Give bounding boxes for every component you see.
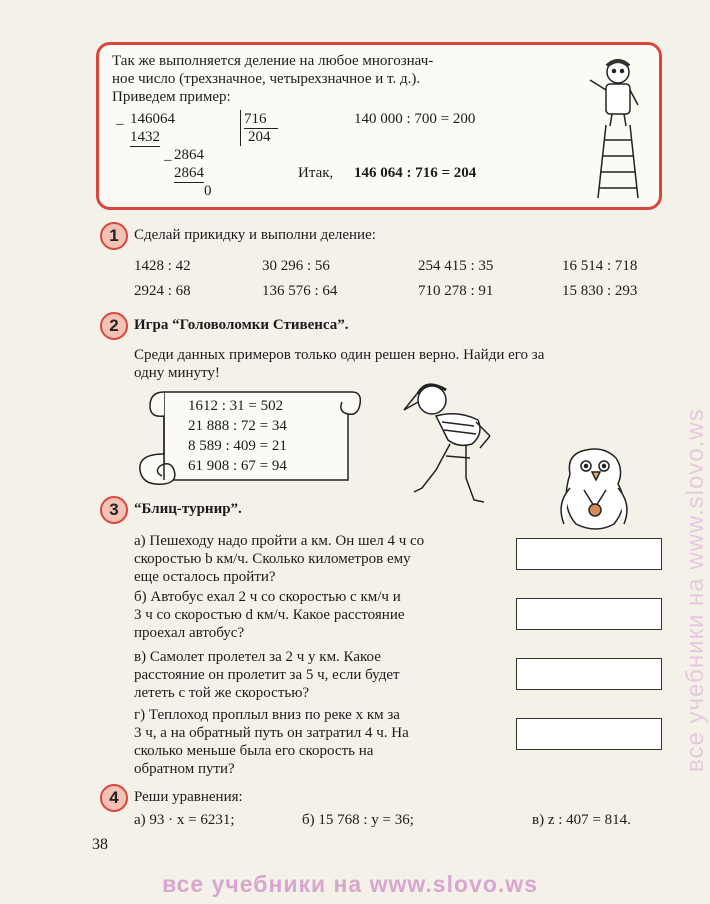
watermark-side: все учебники на www.slovo.ws [682, 408, 709, 772]
task3-line: проехал автобус? [134, 625, 245, 641]
division-example: 1428 : 42 [134, 258, 191, 274]
task-number-badge: 3 [100, 496, 128, 524]
task3-line: скоростью b км/ч. Сколько километров ему [134, 551, 411, 567]
task4-title: Реши уравнения: [134, 789, 243, 805]
quotient: 204 [248, 129, 271, 145]
task3-line: расстояние он пролетит за 5 ч, если будет [134, 667, 400, 683]
task3-line: еще осталось пройти? [134, 569, 276, 585]
task3-line: в) Самолет пролетел за 2 ч y км. Какое [134, 649, 381, 665]
task3-line: лететь с той же скоростью? [134, 685, 310, 701]
task3-line: 3 ч, а на обратный путь он затратил 4 ч. На [134, 725, 409, 741]
task-number-badge: 2 [100, 312, 128, 340]
task-number-badge: 4 [100, 784, 128, 812]
task2-title: Игра “Головоломки Стивенса”. [134, 317, 349, 333]
page-number: 38 [92, 836, 108, 853]
division-example: 136 576 : 64 [262, 283, 338, 299]
equation: а) 93 · x = 6231; [134, 812, 235, 828]
task1-title: Сделай прикидку и выполни деление: [134, 227, 376, 243]
dividend: 146064 [130, 111, 175, 127]
scroll-example: 1612 : 31 = 502 [188, 398, 284, 414]
task3-line: б) Автобус ехал 2 ч со скоростью c км/ч и [134, 589, 401, 605]
task3-line: обратном пути? [134, 761, 235, 777]
result: 146 064 : 716 = 204 [354, 165, 477, 181]
final-remainder: 0 [204, 183, 212, 199]
task3-title: “Блиц-турнир”. [134, 501, 242, 517]
subtrahend-2: 2864 [174, 165, 204, 181]
equation: б) 15 768 : y = 36; [302, 812, 414, 828]
remainder-step: 2864 [174, 147, 204, 163]
scroll-examples [188, 396, 287, 476]
estimate: 140 000 : 700 = 200 [354, 111, 476, 127]
watermark-bottom: все учебники на www.slovo.ws [162, 871, 538, 897]
answer-box[interactable] [516, 718, 662, 750]
task3-line: сколько меньше была его скорость на [134, 743, 374, 759]
division-example: 254 415 : 35 [418, 258, 494, 274]
scroll-example: 8 589 : 409 = 21 [188, 438, 287, 454]
division-example: 2924 : 68 [134, 283, 191, 299]
task-number-badge: 1 [100, 222, 128, 250]
division-example: 15 830 : 293 [562, 283, 638, 299]
answer-box[interactable] [516, 598, 662, 630]
result-prefix: Итак, [298, 165, 334, 181]
intro-line: ное число (трехзначное, четырехзначное и т. д.). [112, 71, 421, 87]
division-example: 710 278 : 91 [418, 283, 494, 299]
task3-line: г) Теплоход проплыл вниз по реке x км за [134, 707, 400, 723]
task2-line: Среди данных примеров только один решен верно. Найди его за [134, 347, 545, 363]
division-bracket [240, 110, 241, 146]
division-example: 30 296 : 56 [262, 258, 330, 274]
equation: в) z : 407 = 814. [532, 812, 631, 828]
task3-item-b [134, 588, 496, 642]
owl-illustration [552, 444, 638, 534]
answer-box[interactable] [516, 538, 662, 570]
subtrahend-1: 1432 [130, 129, 160, 145]
task3-item-c [134, 648, 496, 702]
task3-item-a [134, 532, 496, 586]
task3-line: а) Пешеходу надо пройти a км. Он шел 4 ч со [134, 533, 425, 549]
scroll-example: 61 908 : 67 = 94 [188, 458, 287, 474]
task2-line: одну минуту! [134, 365, 220, 381]
intro-line: Так же выполняется деление на любое многознач- [112, 53, 434, 69]
divisor: 716 [244, 110, 278, 129]
intro-text [112, 52, 532, 106]
man-on-ladder-illustration [568, 50, 652, 200]
division-example: 16 514 : 718 [562, 258, 638, 274]
intro-line: Приведем пример: [112, 89, 231, 105]
task3-item-d [134, 706, 496, 778]
thinking-boy-illustration [392, 374, 498, 514]
answer-box[interactable] [516, 658, 662, 690]
task3-line: 3 ч со скоростью d км/ч. Какое расстояние [134, 607, 405, 623]
scroll-example: 21 888 : 72 = 34 [188, 418, 287, 434]
